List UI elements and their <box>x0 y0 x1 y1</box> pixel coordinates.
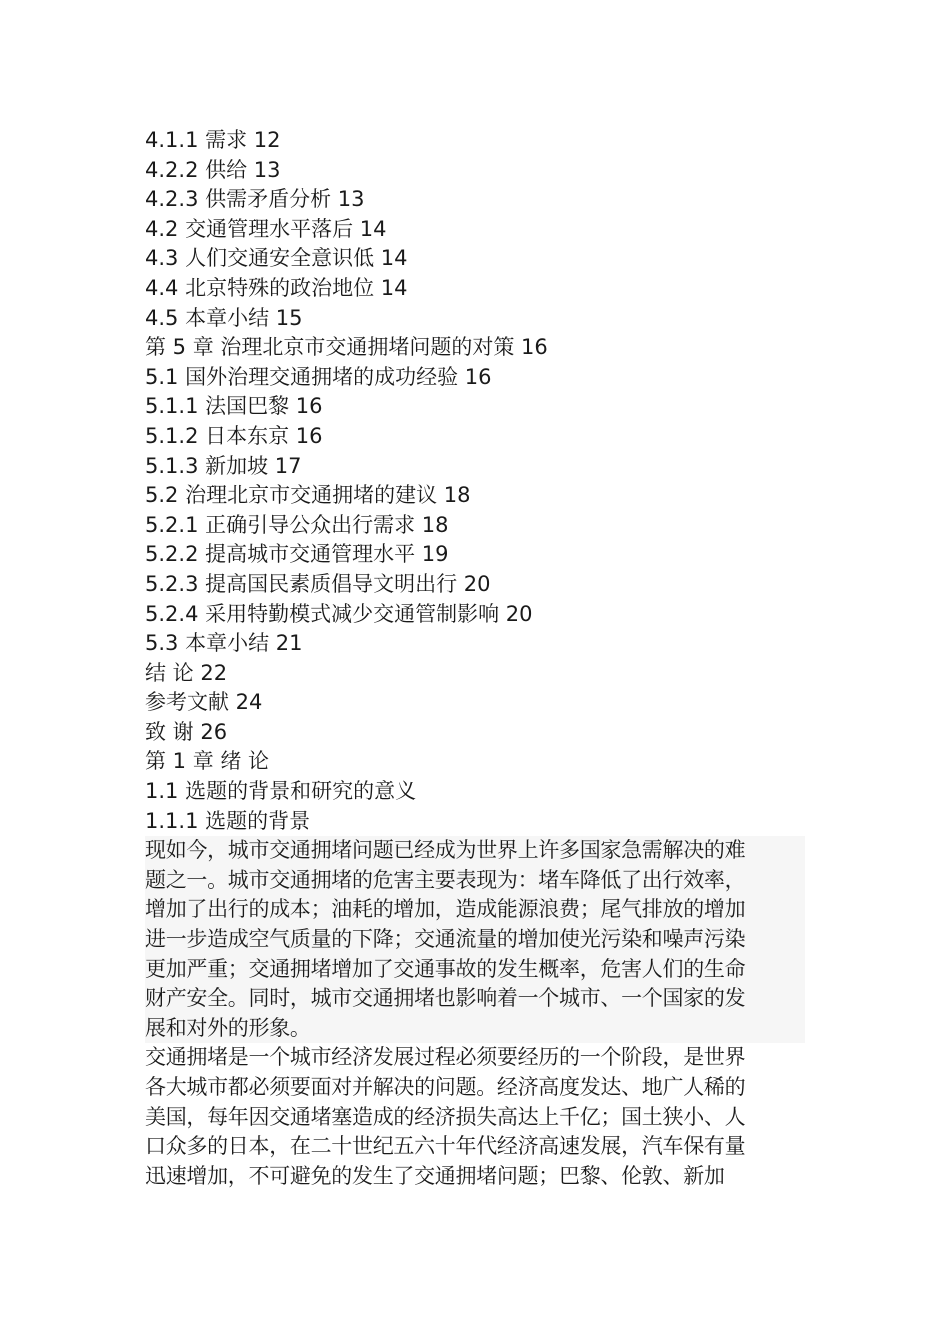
table-of-contents <box>145 126 805 747</box>
document-content <box>145 126 805 1191</box>
toc-entry: 5.1.3 新加坡 17 <box>145 453 302 478</box>
section-heading: 1.1 选题的背景和研究的意义 <box>145 779 417 804</box>
paragraph-line: 增加了出行的成本；油耗的增加，造成能源浪费；尾气排放的增加 <box>145 897 746 922</box>
toc-entry: 5.3 本章小结 21 <box>145 631 303 656</box>
toc-entry: 5.2.3 提高国民素质倡导文明出行 20 <box>145 571 491 596</box>
paragraph-line: 迅速增加，不可避免的发生了交通拥堵问题；巴黎、伦敦、新加 <box>145 1163 725 1188</box>
toc-entry: 4.4 北京特殊的政治地位 14 <box>145 275 408 300</box>
toc-entry: 结 论 22 <box>145 660 228 685</box>
paragraph-line: 交通拥堵是一个城市经济发展过程必须要经历的一个阶段，是世界 <box>145 1045 746 1070</box>
paragraph-line: 现如今，城市交通拥堵问题已经成为世界上许多国家急需解决的难 <box>145 838 746 863</box>
toc-entry: 5.2.4 采用特勤模式减少交通管制影响 20 <box>145 601 533 626</box>
paragraph-line: 美国，每年因交通堵塞造成的经济损失高达上千亿；国土狭小、人 <box>145 1104 746 1129</box>
toc-entry: 4.3 人们交通安全意识低 14 <box>145 246 408 271</box>
toc-entry: 5.2.1 正确引导公众出行需求 18 <box>145 512 449 537</box>
toc-entry: 5.1.1 法国巴黎 16 <box>145 394 323 419</box>
paragraph-line: 财产安全。同时，城市交通拥堵也影响着一个城市、一个国家的发 <box>145 986 746 1011</box>
toc-entry: 5.2.2 提高城市交通管理水平 19 <box>145 542 449 567</box>
paragraph-line: 更加严重；交通拥堵增加了交通事故的发生概率，危害人们的生命 <box>145 956 746 981</box>
toc-entry: 4.2.2 供给 13 <box>145 157 281 182</box>
toc-entry: 5.1 国外治理交通拥堵的成功经验 16 <box>145 364 492 389</box>
subsection-heading: 1.1.1 选题的背景 <box>145 808 311 833</box>
paragraph-line: 进一步造成空气质量的下降；交通流量的增加使光污染和噪声污染 <box>145 927 746 952</box>
body-paragraph <box>145 836 805 1043</box>
toc-entry: 4.5 本章小结 15 <box>145 305 303 330</box>
toc-entry: 致 谢 26 <box>145 719 228 744</box>
paragraph-line: 口众多的日本，在二十世纪五六十年代经济高速发展，汽车保有量 <box>145 1134 746 1159</box>
toc-entry: 参考文献 24 <box>145 690 263 715</box>
toc-entry: 第 5 章 治理北京市交通拥堵问题的对策 16 <box>145 335 548 360</box>
paragraph-line: 展和对外的形象。 <box>145 1015 311 1040</box>
toc-entry: 5.2 治理北京市交通拥堵的建议 18 <box>145 483 471 508</box>
paragraph-line: 题之一。城市交通拥堵的危害主要表现为：堵车降低了出行效率， <box>145 867 746 892</box>
chapter-heading: 第 1 章 绪 论 <box>145 749 270 774</box>
toc-entry: 5.1.2 日本东京 16 <box>145 423 323 448</box>
toc-entry: 4.2.3 供需矛盾分析 13 <box>145 187 365 212</box>
body-paragraph <box>145 1043 805 1191</box>
paragraph-line: 各大城市都必须要面对并解决的问题。经济高度发达、地广人稀的 <box>145 1075 746 1099</box>
toc-entry: 4.2 交通管理水平落后 14 <box>145 216 387 241</box>
toc-entry: 4.1.1 需求 12 <box>145 128 281 152</box>
